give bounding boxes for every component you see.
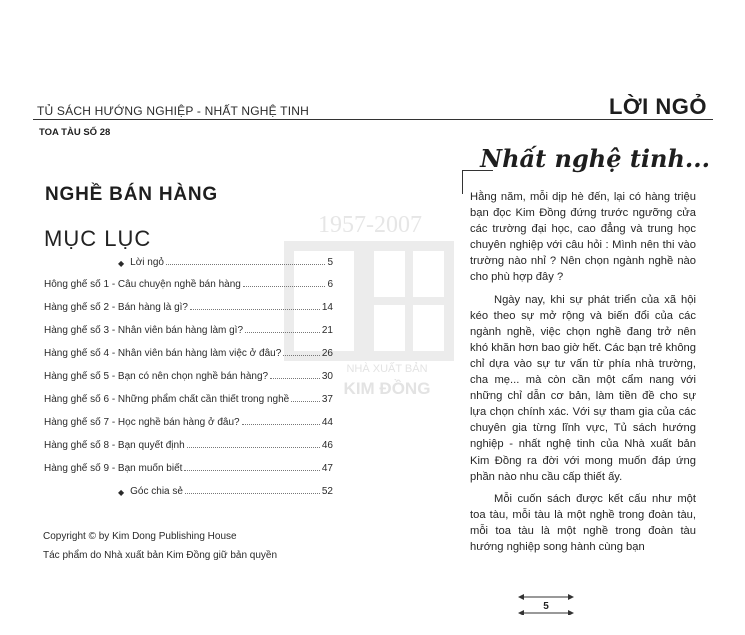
toc-item-page: 37 bbox=[321, 394, 333, 405]
page-number: 5 bbox=[543, 601, 549, 612]
toc-item[interactable] bbox=[44, 440, 333, 451]
toc-leader bbox=[291, 401, 320, 402]
toc-item-page: 52 bbox=[321, 486, 333, 497]
toc-leader bbox=[270, 378, 320, 379]
toc-leader bbox=[243, 286, 326, 287]
toc-item[interactable] bbox=[44, 348, 333, 359]
toc-item-label: Hàng ghế số 3 - Nhân viên bán hàng làm gì? bbox=[44, 325, 244, 336]
toc-leader bbox=[190, 309, 320, 310]
toc-leader bbox=[187, 447, 320, 448]
paragraph: Ngày nay, khi sự phát triển của xã hội kéo theo sự mở rộng và biến đổi của các ngành nghề, việc chọn nghề đang trở nên khó khăn hơn bao giờ hết. Các bạn trẻ không chỉ dựa vào sự tư vấn từ phía nhà trường, cha mẹ... mà còn cần một cẩm nang với những chỉ dẫn cơ bản, làm tiền đề cho sự lựa chọn chính xác. Với sự tham gia của các chuyên gia từng lĩnh vực, Tủ sách hướng nghiệp - nhất nghệ tinh của Nhà xuất bản Kim Đồng ra đời với mong muốn đáp ứng phần nào nhu cầu cấp thiết ấy. bbox=[470, 293, 696, 483]
toc-item[interactable] bbox=[44, 302, 333, 313]
paragraph: Mỗi cuốn sách được kết cấu như một toa tàu, mỗi tàu là một nghề trong đoàn tàu, mỗi toa tàu là một nghề trong đoàn tàu hướng nghiệp song hành cùng bạn bbox=[470, 492, 696, 553]
toc-item-label: Hàng ghế số 5 - Bạn có nên chọn nghề bán hàng? bbox=[44, 371, 269, 382]
toc-item-page: 47 bbox=[321, 463, 333, 474]
copyright-block bbox=[43, 527, 277, 565]
toc-item-label: Hàng ghế số 4 - Nhân viên bán hàng làm việc ở đâu? bbox=[44, 348, 282, 359]
toc-leader bbox=[283, 355, 320, 356]
toc-item[interactable] bbox=[118, 257, 333, 268]
toc-item[interactable] bbox=[44, 463, 333, 474]
toc-item[interactable] bbox=[44, 325, 333, 336]
toc-item[interactable] bbox=[44, 371, 333, 382]
toc-item-label: Hàng ghế số 8 - Bạn quyết định bbox=[44, 440, 185, 451]
toc-item-label: Hàng ghế số 7 - Học nghề bán hàng ở đâu? bbox=[44, 417, 240, 428]
toc-item-page: 46 bbox=[321, 440, 333, 451]
script-title: Nhất nghệ tinh... bbox=[480, 144, 710, 173]
toc-item-label: Góc chia sẻ bbox=[130, 486, 183, 497]
book-title: NGHỀ BÁN HÀNG bbox=[45, 184, 218, 205]
toc-leader bbox=[242, 424, 320, 425]
toc-item-label: Hàng ghế số 6 - Những phẩm chất cần thiết trong nghề bbox=[44, 394, 290, 405]
toc-item-label: Lời ngỏ bbox=[130, 257, 164, 268]
toc-leader bbox=[185, 493, 320, 494]
series-number: TOA TÀU SỐ 28 bbox=[39, 127, 111, 138]
toc-item-page: 21 bbox=[321, 325, 333, 336]
section-title: LỜI NGỎ bbox=[608, 94, 707, 119]
rights-line: Tác phẩm do Nhà xuất bản Kim Đồng giữ bản quyền bbox=[43, 550, 278, 561]
toc-item[interactable] bbox=[118, 486, 333, 497]
intro-text bbox=[470, 189, 696, 561]
toc-item-label: Hàng ghế số 9 - Bạn muốn biết bbox=[44, 463, 183, 474]
contents-heading: MỤC LỤC bbox=[44, 226, 152, 251]
toc-item-page: 6 bbox=[327, 279, 333, 290]
toc-leader bbox=[184, 470, 319, 471]
watermark-line1: NHÀ XUẤT BẢN bbox=[346, 363, 428, 375]
diamond-bullet-icon: ◆ bbox=[118, 488, 125, 497]
toc-item-page: 14 bbox=[321, 302, 333, 313]
watermark-years: 1957-2007 bbox=[318, 212, 422, 238]
toc-item-page: 30 bbox=[321, 371, 333, 382]
series-title: TỦ SÁCH HƯỚNG NGHIỆP - NHẤT NGHỆ TINH bbox=[37, 104, 309, 118]
toc-item-page: 26 bbox=[321, 348, 333, 359]
toc-item-label: Hông ghế số 1 - Câu chuyện nghề bán hàng bbox=[44, 279, 241, 290]
toc-item[interactable] bbox=[44, 417, 333, 428]
copyright-line: Copyright © by Kim Dong Publishing House bbox=[43, 531, 237, 542]
toc-item-page: 5 bbox=[327, 257, 333, 268]
toc-item[interactable] bbox=[44, 279, 333, 290]
page-number-ornament bbox=[516, 593, 576, 615]
toc-item[interactable] bbox=[44, 394, 333, 405]
paragraph: Hằng năm, mỗi dịp hè đến, lại có hàng triệu bạn đọc Kim Đồng đứng trước ngưỡng cửa các trường đại học, cao đẳng và trung học chuyên nghiệp với câu hỏi : Mình nên thi vào trường nào nhỉ ? Nên chọn ngành nghề nào cho phù hợp đây ? bbox=[470, 191, 696, 284]
header-rule bbox=[33, 119, 713, 120]
diamond-bullet-icon: ◆ bbox=[118, 259, 125, 268]
watermark-line2: KIM ĐỒNG bbox=[343, 379, 431, 398]
toc-item-page: 44 bbox=[321, 417, 333, 428]
toc-item-label: Hàng ghế số 2 - Bán hàng là gì? bbox=[44, 302, 188, 313]
toc-leader bbox=[245, 332, 320, 333]
toc-leader bbox=[166, 264, 325, 265]
